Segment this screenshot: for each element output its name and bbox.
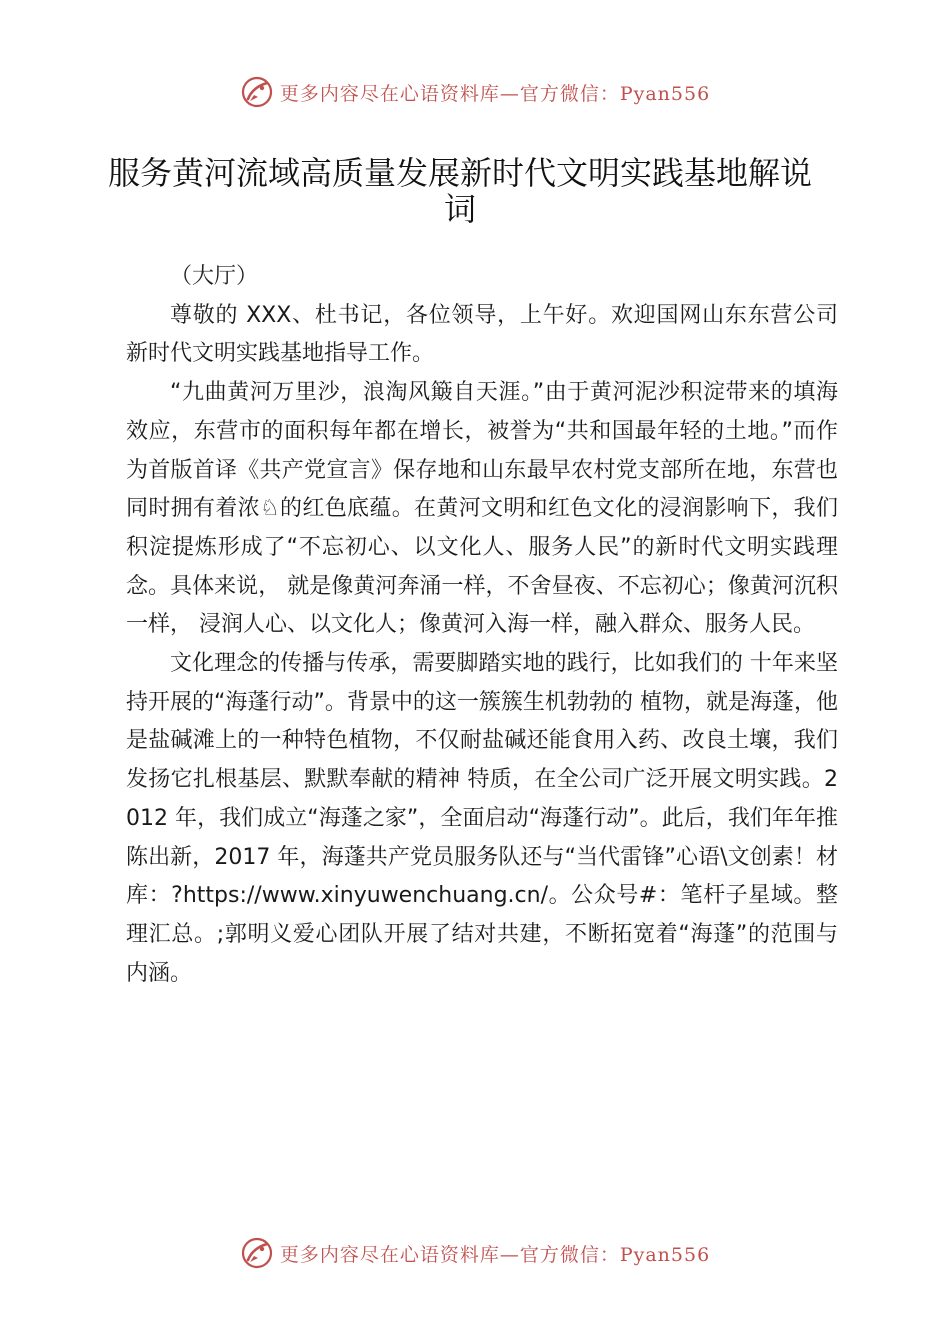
paragraph: “九曲黄河万里沙，浪淘风簸自天涯。”由于黄河泥沙积淀带来的填海效应，东营市的面积每年都在增长，被誉为“共和国最年轻的土地。”而作为首版首译《共产党宣言》保存地和山东最早农村党支部所在地，东营也同时拥有着浓♘的红色底蕴。在黄河文明和红色文化的浸润影响下，我们积淀提炼形成了“不忘初心、以文化人、服务人民”的新时代文明实践理念。具体来说， 就是像黄河奔涌一样，不舍昼夜、不忘初心；像黄河沉积一样， 浸润人心、以文化人；像黄河入海一样，融入群众、服务人民。 xyxy=(126,380,838,638)
pen-logo-icon xyxy=(240,75,274,109)
page-title: 服务黄河流域高质量发展新时代文明实践基地解说词 xyxy=(107,154,812,228)
banner-text: 更多内容尽在心语资料库—官方微信：Pyan556 xyxy=(279,1243,711,1266)
pen-logo-icon xyxy=(240,1236,274,1270)
paragraph: 文化理念的传播与传承，需要脚踏实地的践行，比如我们的 十年来坚持开展的“海蓬行动”。背景中的这一簇簇生机勃勃的 植物，就是海蓬，他是盐碱滩上的一种特色植物，不仅耐盐碱还能食用入药、改良土壤，我们发扬它扎根基层、默默奉献的精神 特质，在全公司广泛开展文明实践。2012 年，我们成立“海蓬之家”，全面启动“海蓬行动”。此后，我们年年推陈出新，2017 年，海蓬共产党员服务队还与“当代雷锋”心语\文创素！材库：?https://www.xinyuwenchuang.cn/。公众号#：笔杆子星域。整理汇总。;郭明义爱心团队开展了结对共建，不断拓宽着“海蓬”的范围与内涵。 xyxy=(126,651,838,986)
section-label: （大厅） xyxy=(170,264,259,289)
banner-text: 更多内容尽在心语资料库—官方微信：Pyan556 xyxy=(279,82,711,105)
header-banner xyxy=(0,72,950,112)
document-body xyxy=(126,258,838,993)
paragraph: 尊敬的 XXX、杜书记，各位领导，上午好。欢迎国网山东东营公司新时代文明实践基地指导工作。 xyxy=(126,302,838,367)
footer-banner xyxy=(0,1233,950,1273)
